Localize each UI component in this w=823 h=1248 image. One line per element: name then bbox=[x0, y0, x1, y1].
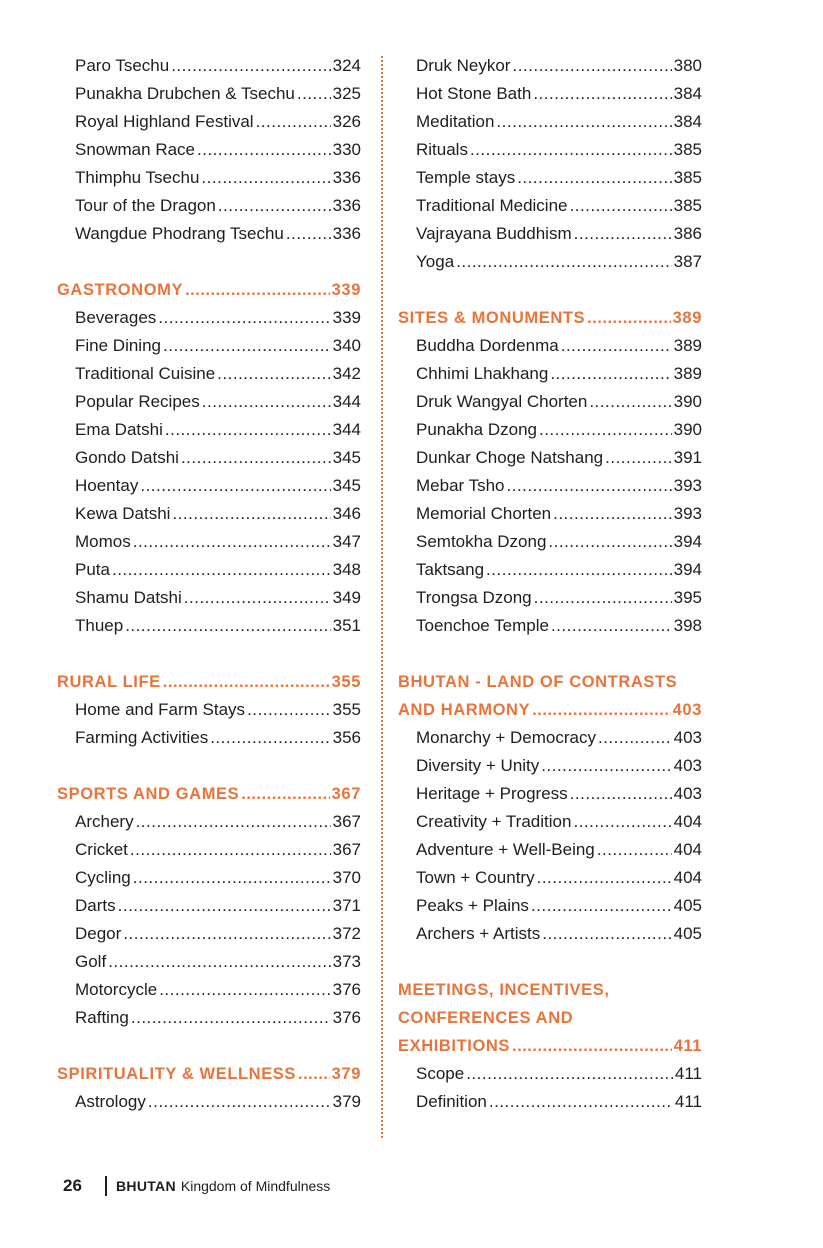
page-footer bbox=[63, 1172, 330, 1200]
page-ref: 330 bbox=[332, 140, 361, 159]
dot-leader bbox=[542, 920, 671, 948]
dot-leader bbox=[131, 1004, 331, 1032]
dot-leader bbox=[298, 1060, 330, 1088]
entry-title: Definition bbox=[416, 1092, 487, 1111]
page-ref: 411 bbox=[673, 1037, 702, 1055]
toc-entry[interactable] bbox=[398, 108, 702, 136]
page-ref: 384 bbox=[673, 84, 702, 103]
toc-entry[interactable] bbox=[398, 332, 702, 360]
entry-title: Vajrayana Buddhism bbox=[416, 224, 572, 243]
toc-entry[interactable] bbox=[57, 808, 361, 836]
page-ref: 372 bbox=[332, 924, 361, 943]
page-ref: 393 bbox=[673, 476, 702, 495]
toc-entry[interactable] bbox=[57, 948, 361, 976]
page-ref: 404 bbox=[673, 812, 702, 831]
page-ref: 345 bbox=[332, 448, 361, 467]
dot-leader bbox=[171, 52, 330, 80]
entry-title: Darts bbox=[75, 896, 116, 915]
toc-entry[interactable] bbox=[57, 108, 361, 136]
toc-entry[interactable] bbox=[398, 164, 702, 192]
dot-leader bbox=[148, 1088, 331, 1116]
page-ref: 336 bbox=[332, 224, 361, 243]
dot-leader bbox=[531, 892, 672, 920]
entry-title: Tour of the Dragon bbox=[75, 196, 216, 215]
entry-title: Farming Activities bbox=[75, 728, 209, 747]
entry-title: Golf bbox=[75, 952, 107, 971]
dot-leader bbox=[118, 892, 331, 920]
dot-leader bbox=[112, 556, 331, 584]
toc-entry[interactable] bbox=[57, 556, 361, 584]
entry-title: Ema Datshi bbox=[75, 420, 163, 439]
toc-entry[interactable] bbox=[398, 52, 702, 80]
dot-leader bbox=[136, 808, 331, 836]
section-title: RURAL LIFE bbox=[57, 673, 161, 691]
entry-title: Trongsa Dzong bbox=[416, 588, 532, 607]
toc-entry[interactable] bbox=[398, 584, 702, 612]
toc-entry[interactable] bbox=[57, 920, 361, 948]
entry-title: Rituals bbox=[416, 140, 468, 159]
footer-subtitle: Kingdom of Mindfulness bbox=[180, 1178, 331, 1194]
entry-title: Degor bbox=[75, 924, 122, 943]
dot-leader bbox=[561, 332, 672, 360]
toc-entry[interactable] bbox=[57, 892, 361, 920]
entry-title: Druk Neykor bbox=[416, 56, 511, 75]
dot-leader bbox=[512, 1032, 672, 1060]
page-ref: 342 bbox=[332, 364, 361, 383]
page-number: 26 bbox=[63, 1176, 82, 1195]
toc-entry[interactable] bbox=[398, 500, 702, 528]
page-ref: 376 bbox=[332, 1008, 361, 1027]
entry-title: Monarchy + Democracy bbox=[416, 728, 596, 747]
page-ref: 340 bbox=[332, 336, 361, 355]
page-ref: 339 bbox=[332, 308, 361, 327]
entry-title: Home and Farm Stays bbox=[75, 700, 246, 719]
dot-leader bbox=[247, 696, 331, 724]
page-ref: 371 bbox=[332, 896, 361, 915]
entry-title: Fine Dining bbox=[75, 336, 161, 355]
dot-leader bbox=[123, 920, 330, 948]
entry-title: Taktsang bbox=[416, 560, 485, 579]
toc-entry[interactable] bbox=[398, 724, 702, 752]
page-ref: 326 bbox=[332, 112, 361, 131]
section-title: AND HARMONY bbox=[398, 701, 531, 719]
dot-leader bbox=[218, 192, 331, 220]
dot-leader bbox=[241, 780, 329, 808]
page-ref: 355 bbox=[332, 700, 361, 719]
toc-entry[interactable] bbox=[57, 304, 361, 332]
page-ref: 348 bbox=[332, 560, 361, 579]
dot-leader bbox=[587, 304, 671, 332]
toc-entry[interactable] bbox=[57, 500, 361, 528]
entry-title: Yoga bbox=[416, 252, 455, 271]
toc-entry[interactable] bbox=[398, 780, 702, 808]
dot-leader bbox=[181, 444, 331, 472]
page-ref: 403 bbox=[673, 756, 702, 775]
toc-entry[interactable] bbox=[398, 192, 702, 220]
entry-title: Mebar Tsho bbox=[416, 476, 505, 495]
dot-leader bbox=[605, 444, 672, 472]
toc-entry[interactable] bbox=[398, 1060, 702, 1088]
entry-title: Shamu Datshi bbox=[75, 588, 182, 607]
toc-section[interactable] bbox=[57, 276, 361, 304]
page-ref: 339 bbox=[331, 281, 361, 299]
toc-entry[interactable] bbox=[398, 136, 702, 164]
entry-title: Archers + Artists bbox=[416, 924, 541, 943]
toc-entry[interactable] bbox=[57, 164, 361, 192]
page-ref: 351 bbox=[332, 616, 361, 635]
toc-entry[interactable] bbox=[398, 892, 702, 920]
entry-title: Cricket bbox=[75, 840, 128, 859]
entry-title: Diversity + Unity bbox=[416, 756, 540, 775]
dot-leader bbox=[140, 472, 330, 500]
dot-leader bbox=[201, 164, 330, 192]
entry-title: Temple stays bbox=[416, 168, 516, 187]
dot-leader bbox=[202, 388, 331, 416]
dot-leader bbox=[597, 836, 672, 864]
dot-leader bbox=[172, 500, 330, 528]
dot-leader bbox=[125, 612, 330, 640]
toc-entry[interactable] bbox=[398, 248, 702, 276]
toc-entry[interactable] bbox=[398, 444, 702, 472]
dot-leader bbox=[470, 136, 672, 164]
entry-title: Puta bbox=[75, 560, 110, 579]
dot-leader bbox=[553, 500, 672, 528]
page-ref: 395 bbox=[673, 588, 702, 607]
toc-entry[interactable] bbox=[57, 332, 361, 360]
section-heading: BHUTAN - LAND OF CONTRASTS bbox=[398, 673, 678, 691]
toc-section[interactable] bbox=[398, 1032, 702, 1060]
entry-title: Momos bbox=[75, 532, 131, 551]
dot-leader bbox=[466, 1060, 673, 1088]
footer-divider bbox=[105, 1176, 107, 1196]
dot-leader bbox=[574, 220, 672, 248]
entry-title: Chhimi Lhakhang bbox=[416, 364, 549, 383]
dot-leader bbox=[598, 724, 672, 752]
dot-leader bbox=[533, 80, 671, 108]
entry-title: Druk Wangyal Chorten bbox=[416, 392, 588, 411]
toc-entry[interactable] bbox=[398, 472, 702, 500]
dot-leader bbox=[550, 360, 671, 388]
page-ref: 411 bbox=[674, 1064, 702, 1083]
entry-title: Kewa Datshi bbox=[75, 504, 171, 523]
entry-title: Paro Tsechu bbox=[75, 56, 170, 75]
page-ref: 385 bbox=[673, 168, 702, 187]
dot-leader bbox=[507, 472, 672, 500]
page-ref: 380 bbox=[673, 56, 702, 75]
toc-entry[interactable] bbox=[57, 192, 361, 220]
entry-title: Traditional Cuisine bbox=[75, 364, 216, 383]
page-ref: 404 bbox=[673, 840, 702, 859]
toc-section[interactable] bbox=[57, 780, 361, 808]
page-ref: 379 bbox=[331, 1065, 361, 1083]
section-title: GASTRONOMY bbox=[57, 281, 184, 299]
toc-entry[interactable] bbox=[57, 136, 361, 164]
toc-entry[interactable] bbox=[57, 52, 361, 80]
entry-title: Memorial Chorten bbox=[416, 504, 552, 523]
toc-entry[interactable] bbox=[57, 864, 361, 892]
toc-entry[interactable] bbox=[57, 976, 361, 1004]
toc-entry[interactable] bbox=[57, 388, 361, 416]
page-ref: 390 bbox=[673, 392, 702, 411]
entry-title: Thuep bbox=[75, 616, 124, 635]
entry-title: Town + Country bbox=[416, 868, 535, 887]
toc-entry[interactable] bbox=[398, 556, 702, 584]
page-ref: 325 bbox=[332, 84, 361, 103]
toc-entry[interactable] bbox=[398, 80, 702, 108]
entry-title: Creativity + Tradition bbox=[416, 812, 572, 831]
dot-leader bbox=[197, 136, 331, 164]
toc-section[interactable] bbox=[398, 304, 702, 332]
page-ref: 345 bbox=[332, 476, 361, 495]
dot-leader bbox=[551, 612, 672, 640]
page-ref: 336 bbox=[332, 196, 361, 215]
section-heading: CONFERENCES AND bbox=[398, 1009, 574, 1027]
page-ref: 324 bbox=[332, 56, 361, 75]
dot-leader bbox=[210, 724, 330, 752]
page-ref: 370 bbox=[332, 868, 361, 887]
section-title: EXHIBITIONS bbox=[398, 1037, 511, 1055]
page-ref: 404 bbox=[673, 868, 702, 887]
page-ref: 346 bbox=[332, 504, 361, 523]
page-ref: 385 bbox=[673, 140, 702, 159]
dot-leader bbox=[108, 948, 330, 976]
page-ref: 403 bbox=[673, 728, 702, 747]
page-ref: 367 bbox=[332, 812, 361, 831]
dot-leader bbox=[163, 332, 331, 360]
toc-entry[interactable] bbox=[57, 836, 361, 864]
entry-title: Toenchoe Temple bbox=[416, 616, 549, 635]
dot-leader bbox=[163, 668, 330, 696]
page-ref: 391 bbox=[673, 448, 702, 467]
page-ref: 387 bbox=[673, 252, 702, 271]
toc-entry[interactable] bbox=[398, 388, 702, 416]
dot-leader bbox=[496, 108, 671, 136]
entry-title: Meditation bbox=[416, 112, 495, 131]
dot-leader bbox=[217, 360, 330, 388]
page-ref: 394 bbox=[673, 532, 702, 551]
page-ref: 390 bbox=[673, 420, 702, 439]
page-ref: 393 bbox=[673, 504, 702, 523]
dot-leader bbox=[297, 80, 331, 108]
page-ref: 389 bbox=[673, 336, 702, 355]
toc-entry[interactable] bbox=[398, 528, 702, 556]
page-ref: 344 bbox=[332, 392, 361, 411]
toc-entry[interactable] bbox=[398, 416, 702, 444]
page-ref: 367 bbox=[332, 840, 361, 859]
page-ref: 389 bbox=[672, 309, 702, 327]
entry-title: Rafting bbox=[75, 1008, 129, 1027]
entry-title: Peaks + Plains bbox=[416, 896, 529, 915]
toc-entry[interactable] bbox=[57, 1088, 361, 1116]
page-ref: 389 bbox=[673, 364, 702, 383]
entry-title: Adventure + Well-Being bbox=[416, 840, 595, 859]
dot-leader bbox=[539, 416, 672, 444]
page-ref: 403 bbox=[672, 701, 702, 719]
section-heading: MEETINGS, INCENTIVES, bbox=[398, 981, 610, 999]
dot-leader bbox=[456, 248, 671, 276]
dot-leader bbox=[133, 864, 331, 892]
page-ref: 405 bbox=[673, 924, 702, 943]
page-ref: 349 bbox=[332, 588, 361, 607]
dot-leader bbox=[133, 528, 331, 556]
dot-leader bbox=[486, 556, 672, 584]
page-ref: 355 bbox=[331, 673, 361, 691]
toc-entry[interactable] bbox=[57, 724, 361, 752]
toc-entry[interactable] bbox=[57, 696, 361, 724]
section-title: SITES & MONUMENTS bbox=[398, 309, 586, 327]
page-ref: 367 bbox=[331, 785, 361, 803]
toc-entry[interactable] bbox=[57, 612, 361, 640]
entry-title: Punakha Dzong bbox=[416, 420, 537, 439]
entry-title: Motorcycle bbox=[75, 980, 158, 999]
page-ref: 385 bbox=[673, 196, 702, 215]
page-ref: 384 bbox=[673, 112, 702, 131]
toc-entry[interactable] bbox=[57, 220, 361, 248]
entry-title: Punakha Drubchen & Tsechu bbox=[75, 84, 295, 103]
toc-entry[interactable] bbox=[398, 1088, 702, 1116]
entry-title: Dunkar Choge Natshang bbox=[416, 448, 604, 467]
section-title: SPORTS AND GAMES bbox=[57, 785, 240, 803]
dot-leader bbox=[159, 976, 330, 1004]
toc-entry[interactable] bbox=[57, 444, 361, 472]
dot-leader bbox=[532, 696, 670, 724]
entry-title: Scope bbox=[416, 1064, 465, 1083]
entry-title: Thimphu Tsechu bbox=[75, 168, 200, 187]
page-ref: 405 bbox=[673, 896, 702, 915]
dot-leader bbox=[541, 752, 671, 780]
toc-entry[interactable] bbox=[398, 808, 702, 836]
column-divider bbox=[381, 56, 383, 1138]
entry-title: Traditional Medicine bbox=[416, 196, 568, 215]
page-ref: 379 bbox=[332, 1092, 361, 1111]
toc-entry[interactable] bbox=[57, 360, 361, 388]
entry-title: Archery bbox=[75, 812, 134, 831]
toc-entry[interactable] bbox=[57, 416, 361, 444]
entry-title: Royal Highland Festival bbox=[75, 112, 254, 131]
toc-entry[interactable] bbox=[398, 752, 702, 780]
toc-entry[interactable] bbox=[398, 920, 702, 948]
toc-entry[interactable] bbox=[398, 836, 702, 864]
dot-leader bbox=[573, 808, 671, 836]
toc-entry[interactable] bbox=[398, 220, 702, 248]
page-ref: 411 bbox=[674, 1092, 702, 1111]
entry-title: Hoentay bbox=[75, 476, 139, 495]
entry-title: Heritage + Progress bbox=[416, 784, 568, 803]
footer-title: BHUTAN bbox=[116, 1178, 176, 1194]
toc-entry[interactable] bbox=[398, 612, 702, 640]
toc-entry[interactable] bbox=[57, 80, 361, 108]
entry-title: Snowman Race bbox=[75, 140, 196, 159]
dot-leader bbox=[589, 388, 671, 416]
page-ref: 386 bbox=[673, 224, 702, 243]
dot-leader bbox=[165, 416, 331, 444]
page-ref: 347 bbox=[332, 532, 361, 551]
page-ref: 403 bbox=[673, 784, 702, 803]
entry-title: Popular Recipes bbox=[75, 392, 200, 411]
dot-leader bbox=[489, 1088, 673, 1116]
toc-entry[interactable] bbox=[57, 584, 361, 612]
dot-leader bbox=[184, 584, 331, 612]
page-ref: 394 bbox=[673, 560, 702, 579]
dot-leader bbox=[256, 108, 331, 136]
entry-title: Beverages bbox=[75, 308, 157, 327]
dot-leader bbox=[158, 304, 330, 332]
entry-title: Buddha Dordenma bbox=[416, 336, 559, 355]
dot-leader bbox=[537, 864, 672, 892]
dot-leader bbox=[517, 164, 671, 192]
page-ref: 356 bbox=[332, 728, 361, 747]
toc-entry[interactable] bbox=[57, 472, 361, 500]
dot-leader bbox=[286, 220, 331, 248]
toc-entry[interactable] bbox=[398, 864, 702, 892]
entry-title: Semtokha Dzong bbox=[416, 532, 547, 551]
page-ref: 376 bbox=[332, 980, 361, 999]
dot-leader bbox=[185, 276, 330, 304]
toc-section[interactable] bbox=[57, 668, 361, 696]
page-ref: 373 bbox=[332, 952, 361, 971]
entry-title: Gondo Datshi bbox=[75, 448, 179, 467]
entry-title: Hot Stone Bath bbox=[416, 84, 532, 103]
dot-leader bbox=[548, 528, 671, 556]
toc-entry[interactable] bbox=[57, 1004, 361, 1032]
page-ref: 344 bbox=[332, 420, 361, 439]
entry-title: Astrology bbox=[75, 1092, 146, 1111]
toc-section[interactable] bbox=[398, 696, 702, 724]
entry-title: Cycling bbox=[75, 868, 131, 887]
page-ref: 336 bbox=[332, 168, 361, 187]
dot-leader bbox=[570, 192, 672, 220]
section-title: SPIRITUALITY & WELLNESS bbox=[57, 1065, 297, 1083]
entry-title: Wangdue Phodrang Tsechu bbox=[75, 224, 284, 243]
dot-leader bbox=[512, 52, 671, 80]
toc-entry[interactable] bbox=[57, 528, 361, 556]
toc-section[interactable] bbox=[57, 1060, 361, 1088]
dot-leader bbox=[570, 780, 672, 808]
dot-leader bbox=[130, 836, 331, 864]
toc-entry[interactable] bbox=[398, 360, 702, 388]
dot-leader bbox=[534, 584, 672, 612]
page-ref: 398 bbox=[673, 616, 702, 635]
